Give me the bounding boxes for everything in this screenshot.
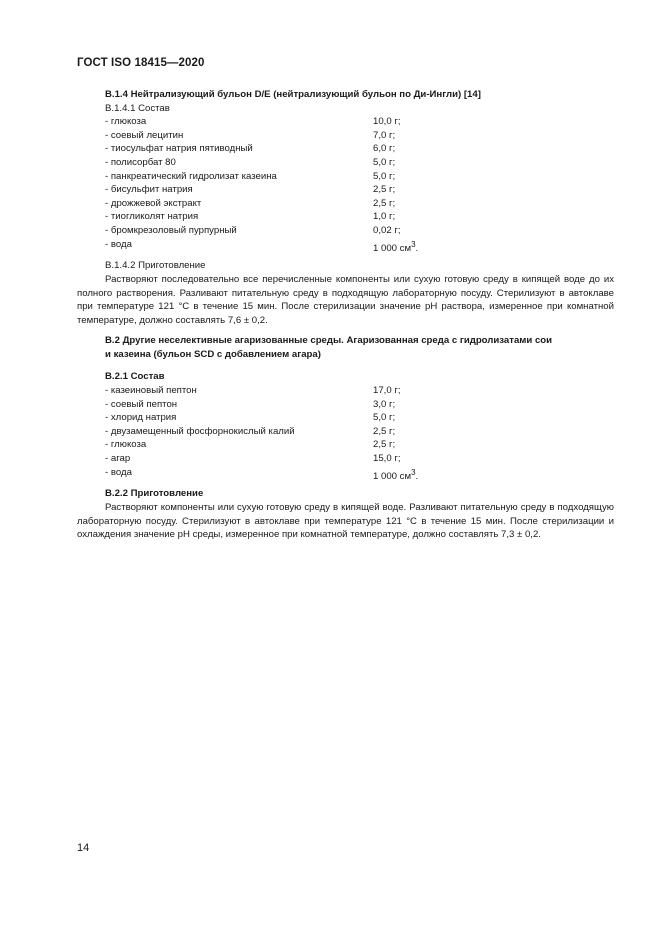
composition-row — [77, 170, 614, 184]
ingredient-amount: 5,0 г; — [373, 412, 396, 424]
ingredient-amount: 6,0 г; — [373, 143, 396, 155]
composition-row — [77, 183, 614, 197]
ingredient-amount: 15,0 г; — [373, 453, 401, 465]
section-b141-title: B.1.4.1 Состав — [105, 102, 170, 114]
ingredient-name: - соевый пептон — [105, 398, 178, 410]
section-b21-title: B.2.1 Состав — [105, 371, 165, 383]
ingredient-name: - двузамещенный фосфорнокислый калий — [105, 425, 295, 437]
ingredient-amount: 7,0 г; — [373, 129, 396, 141]
ingredient-amount: 5,0 г; — [373, 170, 396, 182]
composition-row — [77, 129, 614, 143]
ingredient-name: - бромкрезоловый пурпурный — [105, 224, 237, 236]
section-b142-title: B.1.4.2 Приготовление — [105, 260, 206, 272]
composition-row — [77, 452, 614, 466]
composition-row — [77, 156, 614, 170]
composition-row — [77, 115, 614, 129]
ingredient-amount: 2,5 г; — [373, 197, 396, 209]
ingredient-name: - тиосульфат натрия пятиводный — [105, 143, 253, 155]
ingredient-amount: 1 000 $см^3$. — [373, 467, 419, 482]
composition-row — [77, 384, 614, 398]
page-number: 14 — [77, 842, 90, 854]
ingredient-name: - вода — [105, 466, 132, 478]
section-b22-title: B.2.2 Приготовление — [105, 488, 204, 500]
section-b2-heading-line1: B.2 Другие неселективные агаризованные среды. Агаризованная среда с гидролизатами сои — [105, 335, 553, 347]
composition-row — [77, 142, 614, 156]
page-content — [77, 88, 614, 542]
composition-row — [77, 238, 614, 256]
ingredient-name: - вода — [105, 238, 132, 250]
composition-row — [77, 224, 614, 238]
ingredient-amount: 1,0 г; — [373, 211, 396, 223]
ingredient-name: - хлорид натрия — [105, 412, 177, 424]
ingredient-amount: 2,5 г; — [373, 184, 396, 196]
ingredient-amount: 10,0 г; — [373, 116, 401, 128]
composition-row — [77, 425, 614, 439]
ingredient-amount: 0,02 г; — [373, 224, 401, 236]
ingredient-amount: 2,5 г; — [373, 439, 396, 451]
ingredient-name: - соевый лецитин — [105, 129, 184, 141]
b21-composition-list — [77, 384, 614, 483]
composition-row — [77, 466, 614, 484]
ingredient-name: - тиогликолят натрия — [105, 211, 199, 223]
ingredient-name: - полисорбат 80 — [105, 156, 176, 168]
document-header: ГОСТ ISO 18415—2020 — [77, 57, 205, 69]
ingredient-name: - глюкоза — [105, 439, 147, 451]
b22-preparation-text: Растворяют компоненты или сухую готовую среду в кипящей воде. Разливают питательную среду в подходящую лабораторную посуду. Стерилизуют в автоклаве при температуре 121 °C в течение 15 мин. После стерилизации и охлаждения значение pH среды, измеренное при комнатной температуре, должно составлять 7,3 ± 0,2. — [77, 502, 614, 541]
composition-row — [77, 438, 614, 452]
ingredient-name: - дрожжевой экстракт — [105, 197, 202, 209]
composition-row — [77, 398, 614, 412]
ingredient-amount: 2,5 г; — [373, 425, 396, 437]
ingredient-amount: 5,0 г; — [373, 156, 396, 168]
ingredient-name: - казеиновый пептон — [105, 385, 197, 397]
b14-preparation-text: Растворяют последовательно все перечисленные компоненты или сухую готовую среду в кипящей воде до их полного растворения. Разливают питательную среду в подходящую лабораторную посуду. Стерилизуют в автоклаве при температуре 121 °C в течение 15 мин. После стерилизации значение pH раствора, измеренное при комнатной температуре, должно составлять 7,6 ± 0,2. — [77, 273, 614, 326]
section-b14-heading: B.1.4 Нейтрализующий бульон D/E (нейтрализующий бульон по Ди-Ингли) [14] — [105, 89, 481, 100]
ingredient-amount: 17,0 г; — [373, 385, 401, 397]
ingredient-name: - панкреатический гидролизат казеина — [105, 170, 277, 182]
composition-row — [77, 210, 614, 224]
ingredient-name: - агар — [105, 453, 131, 465]
section-b2-heading-line2: и казеина (бульон SCD с добавлением агара) — [105, 348, 321, 360]
ingredient-name: - глюкоза — [105, 116, 147, 128]
composition-row — [77, 197, 614, 211]
ingredient-amount: 1 000 $см^3$. — [373, 239, 419, 254]
ingredient-amount: 3,0 г; — [373, 398, 396, 410]
b14-composition-list — [77, 115, 614, 255]
composition-row — [77, 411, 614, 425]
ingredient-name: - бисульфит натрия — [105, 184, 193, 196]
